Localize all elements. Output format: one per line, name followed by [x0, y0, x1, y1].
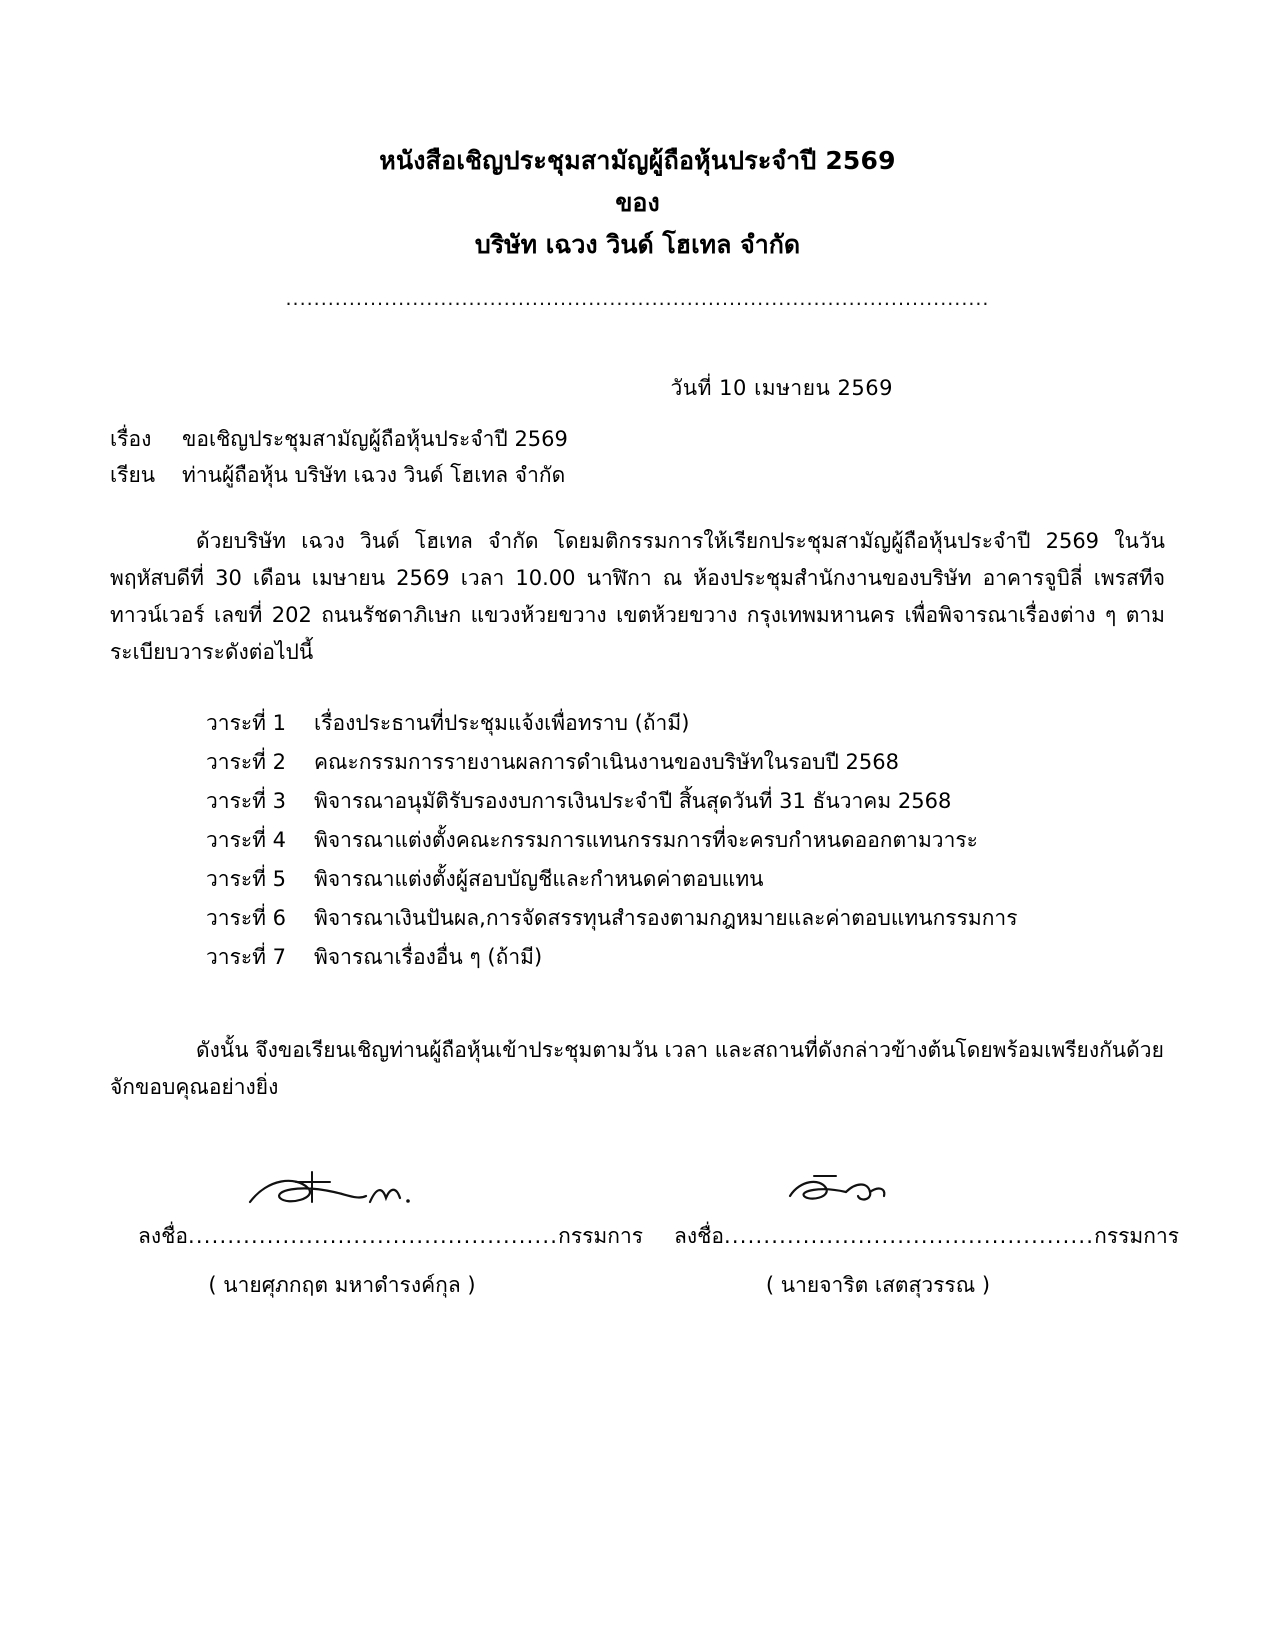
handwritten-signature-icon [238, 1168, 458, 1220]
agenda-text: พิจารณาเรื่องอื่น ๆ (ถ้ามี) [314, 945, 543, 969]
closing-paragraph-text: ดังนั้น จึงขอเรียนเชิญท่านผู้ถือหุ้นเข้าประชุมตามวัน เวลา และสถานที่ดังกล่าวข้างต้นโดยพร้อมเพรียงกันด้วย จักขอบคุณอย่างยิ่ง [110, 1038, 1164, 1099]
list-item [206, 939, 1165, 976]
agenda-number: วาระที่ 7 [206, 945, 287, 969]
subject-value: ขอเชิญประชุมสามัญผู้ถือหุ้นประจำปี 2569 [182, 427, 568, 451]
signature-mark-1 [138, 1168, 608, 1220]
company-name: บริษัท เฉวง วินด์ โฮเทล จำกัด [474, 230, 801, 259]
agenda-number: วาระที่ 3 [206, 789, 287, 813]
agenda-number: วาระที่ 4 [206, 828, 287, 852]
agenda-text: เรื่องประธานที่ประชุมแจ้งเพื่อทราบ (ถ้ามี) [314, 711, 690, 735]
signature-line-2 [674, 1220, 1180, 1253]
signature-area [110, 1168, 1180, 1302]
list-item [206, 861, 1165, 898]
agenda-text: พิจารณาอนุมัติรับรองงบการเงินประจำปี สิ้นสุดวันที่ 31 ธันวาคม 2568 [314, 789, 952, 813]
body-paragraph [110, 523, 1165, 671]
list-item [206, 900, 1165, 937]
document-date: วันที่ 10 เมษายน 2569 [670, 376, 893, 400]
signature-mark-2 [674, 1168, 1144, 1220]
recipient-value: ท่านผู้ถือหุ้น บริษัท เฉวง วินด์ โฮเทล จำกัด [182, 463, 566, 487]
sign-role: กรรมการ [558, 1224, 644, 1248]
agenda-text: พิจารณาแต่งตั้งผู้สอบบัญชีและกำหนดค่าตอบแทน [314, 867, 764, 891]
signature-block-2 [674, 1168, 1180, 1302]
agenda-number: วาระที่ 6 [206, 906, 287, 930]
subject-label: เรื่อง [110, 427, 152, 451]
subject-row [110, 421, 1165, 457]
agenda-number: วาระที่ 5 [206, 867, 287, 891]
agenda-list [110, 705, 1165, 976]
signature-line-1 [138, 1220, 644, 1253]
closing-paragraph [110, 1032, 1165, 1106]
handwritten-signature-icon [774, 1168, 994, 1220]
title-connector: ของ [615, 188, 660, 217]
sign-dots: ............................................... [188, 1224, 559, 1248]
sign-dots: ............................................... [724, 1224, 1095, 1248]
document-title-block [110, 140, 1165, 266]
signature-block-1 [138, 1168, 644, 1302]
list-item [206, 783, 1165, 820]
list-item [206, 744, 1165, 781]
agenda-number: วาระที่ 2 [206, 750, 287, 774]
recipient-row [110, 457, 1165, 493]
agenda-text: พิจารณาแต่งตั้งคณะกรรมการแทนกรรมการที่จะครบกำหนดออกตามวาระ [314, 828, 978, 852]
body-paragraph-text: ด้วยบริษัท เฉวง วินด์ โฮเทล จำกัด โดยมติกรรมการให้เรียกประชุมสามัญผู้ถือหุ้นประจำปี 2569 ในวันพฤหัสบดีที่ 30 เดือน เมษายน 2569 เวลา 10.00 นาฬิกา ณ ห้องประชุมสำนักงานของบริษัท อาคารจูบิลี่ เพรสทีจ ทาวน์เวอร์ เลขที่ 202 ถนนรัชดาภิเษก แขวงห้วยขวาง เขตห้วยขวาง กรุงเทพมหานคร เพื่อพิจารณาเรื่องต่าง ๆ ตามระเบียบวาระดังต่อไปนี้ [110, 529, 1165, 664]
agenda-text: คณะกรรมการรายงานผลการดำเนินงานของบริษัทในรอบปี 2568 [314, 750, 899, 774]
dotted-divider: .................................................................................................... [285, 288, 990, 310]
sign-role: กรรมการ [1094, 1224, 1180, 1248]
list-item [206, 822, 1165, 859]
agenda-number: วาระที่ 1 [206, 711, 287, 735]
document-meta [110, 421, 1165, 493]
sign-prefix: ลงชื่อ [674, 1224, 724, 1248]
list-item [206, 705, 1165, 742]
signer-name-2: ( นายจาริต เสตสุวรรณ ) [765, 1273, 991, 1297]
sign-prefix: ลงชื่อ [138, 1224, 188, 1248]
signer-name-1: ( นายศุภกฤต มหาดำรงค์กุล ) [208, 1273, 476, 1297]
recipient-label: เรียน [110, 463, 156, 487]
page-title: หนังสือเชิญประชุมสามัญผู้ถือหุ้นประจำปี 2569 [379, 146, 896, 175]
agenda-text: พิจารณาเงินปันผล,การจัดสรรทุนสำรองตามกฎหมายและค่าตอบแทนกรรมการ [314, 906, 1018, 930]
